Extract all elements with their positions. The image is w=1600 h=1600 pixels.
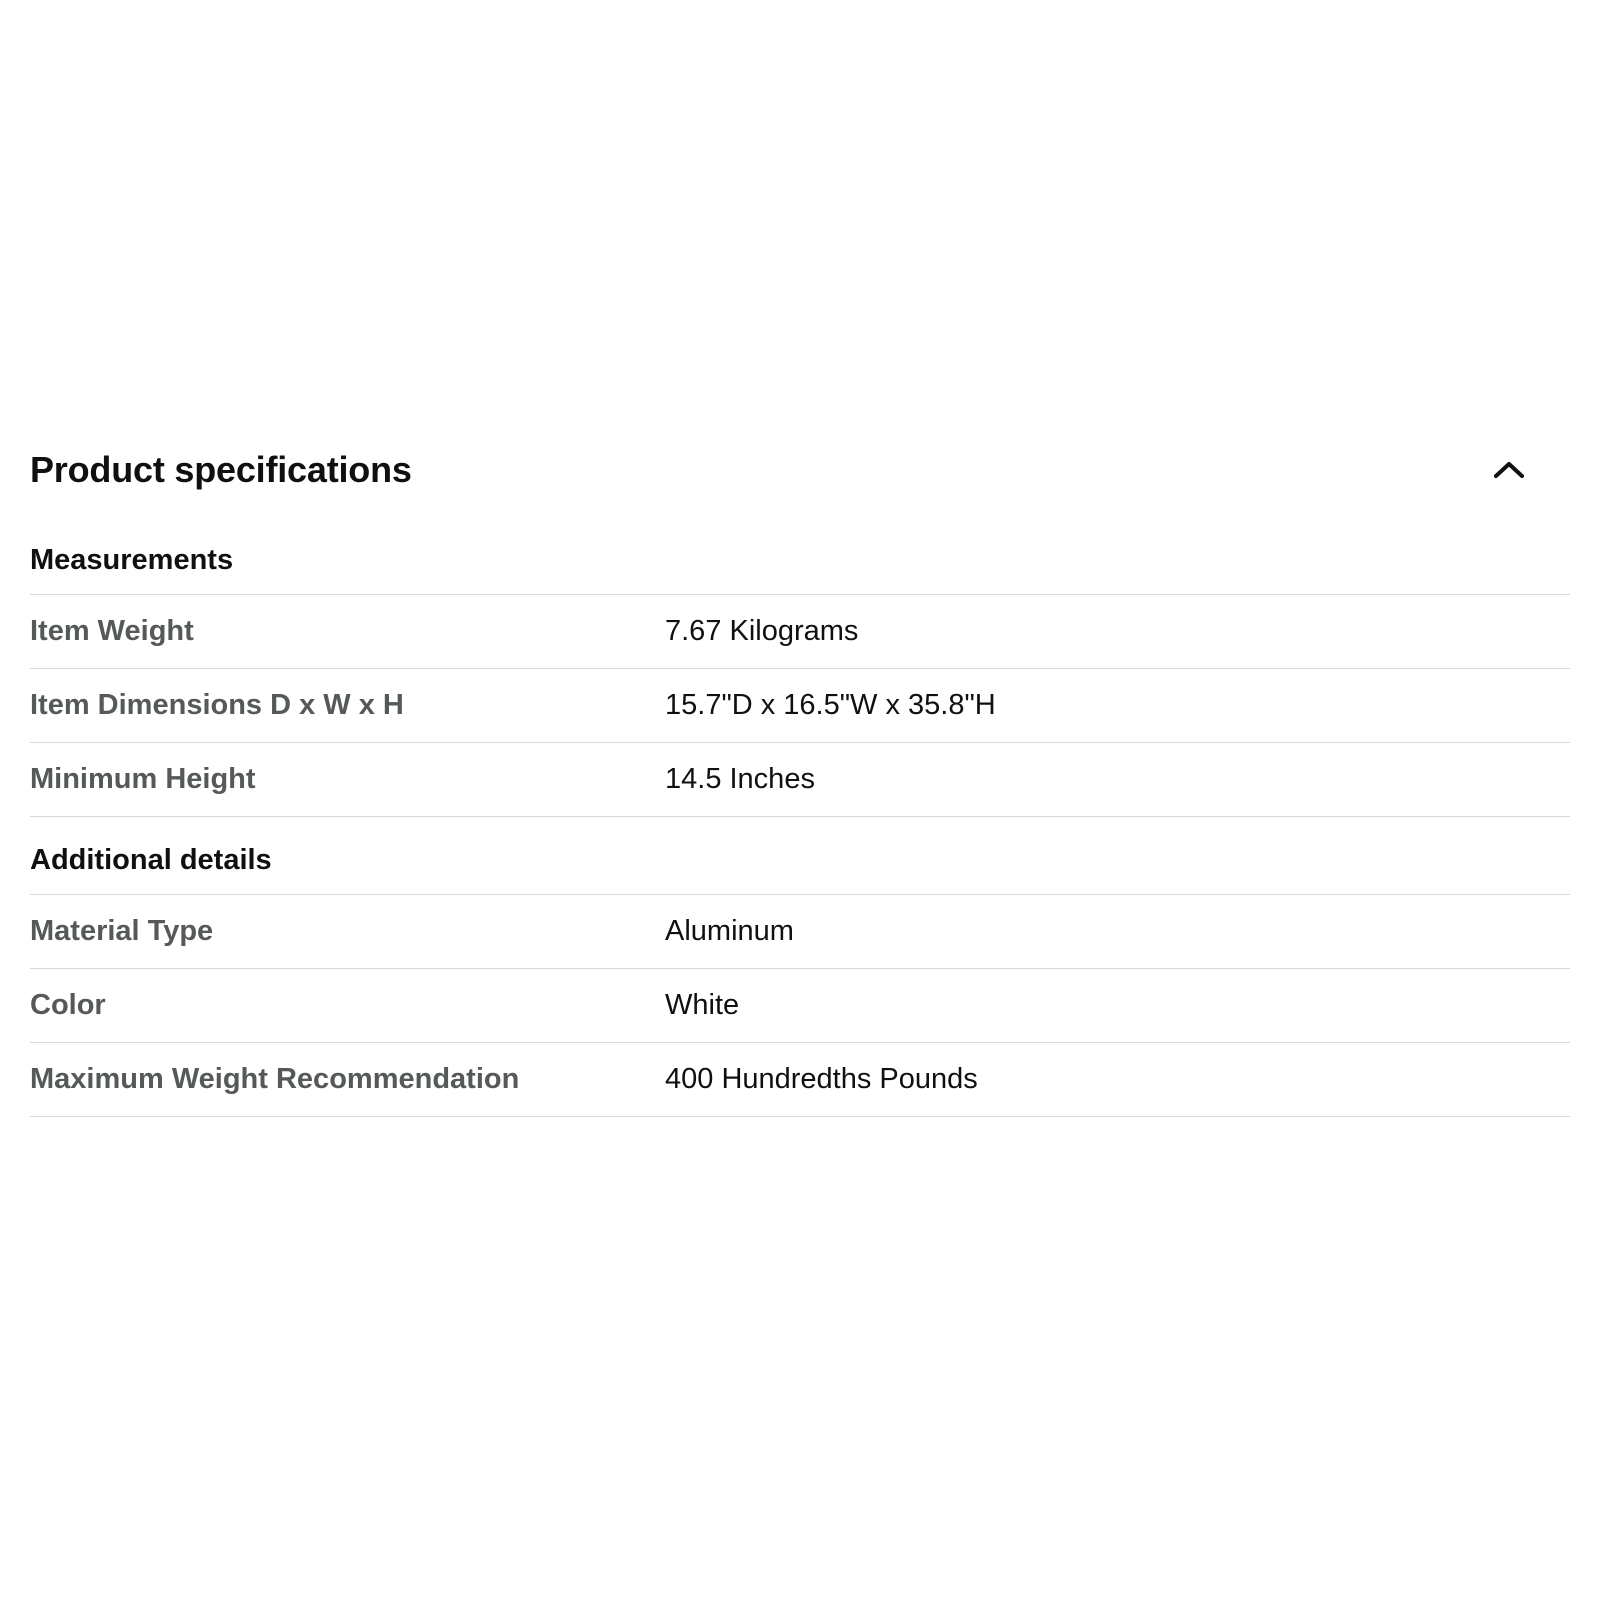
chevron-up-icon bbox=[1493, 468, 1525, 483]
section-header bbox=[30, 448, 1570, 492]
row-label: Minimum Height bbox=[30, 763, 256, 795]
group-header-additional-details: Additional details bbox=[30, 817, 1570, 895]
row-value: Aluminum bbox=[665, 915, 794, 947]
row-label: Item Dimensions D x W x H bbox=[30, 689, 404, 721]
row-value: 14.5 Inches bbox=[665, 763, 815, 795]
table-row-item-dimensions bbox=[30, 669, 1570, 743]
row-label: Material Type bbox=[30, 915, 214, 947]
spec-table bbox=[30, 542, 1570, 1117]
row-label: Maximum Weight Recommendation bbox=[30, 1063, 520, 1095]
row-value: 400 Hundredths Pounds bbox=[665, 1063, 978, 1095]
collapse-section-button[interactable] bbox=[1493, 460, 1525, 480]
group-header-measurements: Measurements bbox=[30, 542, 1570, 595]
table-row-minimum-height bbox=[30, 743, 1570, 817]
row-label: Item Weight bbox=[30, 615, 194, 647]
table-row-material-type bbox=[30, 895, 1570, 969]
row-value: White bbox=[665, 989, 740, 1021]
row-value: 7.67 Kilograms bbox=[665, 615, 859, 647]
table-row-item-weight bbox=[30, 595, 1570, 669]
product-specifications-section bbox=[30, 448, 1570, 1117]
row-label: Color bbox=[30, 989, 106, 1021]
table-row-maximum-weight-recommendation bbox=[30, 1043, 1570, 1117]
row-value: 15.7"D x 16.5"W x 35.8"H bbox=[665, 689, 996, 721]
section-title: Product specifications bbox=[30, 449, 412, 490]
table-row-color bbox=[30, 969, 1570, 1043]
